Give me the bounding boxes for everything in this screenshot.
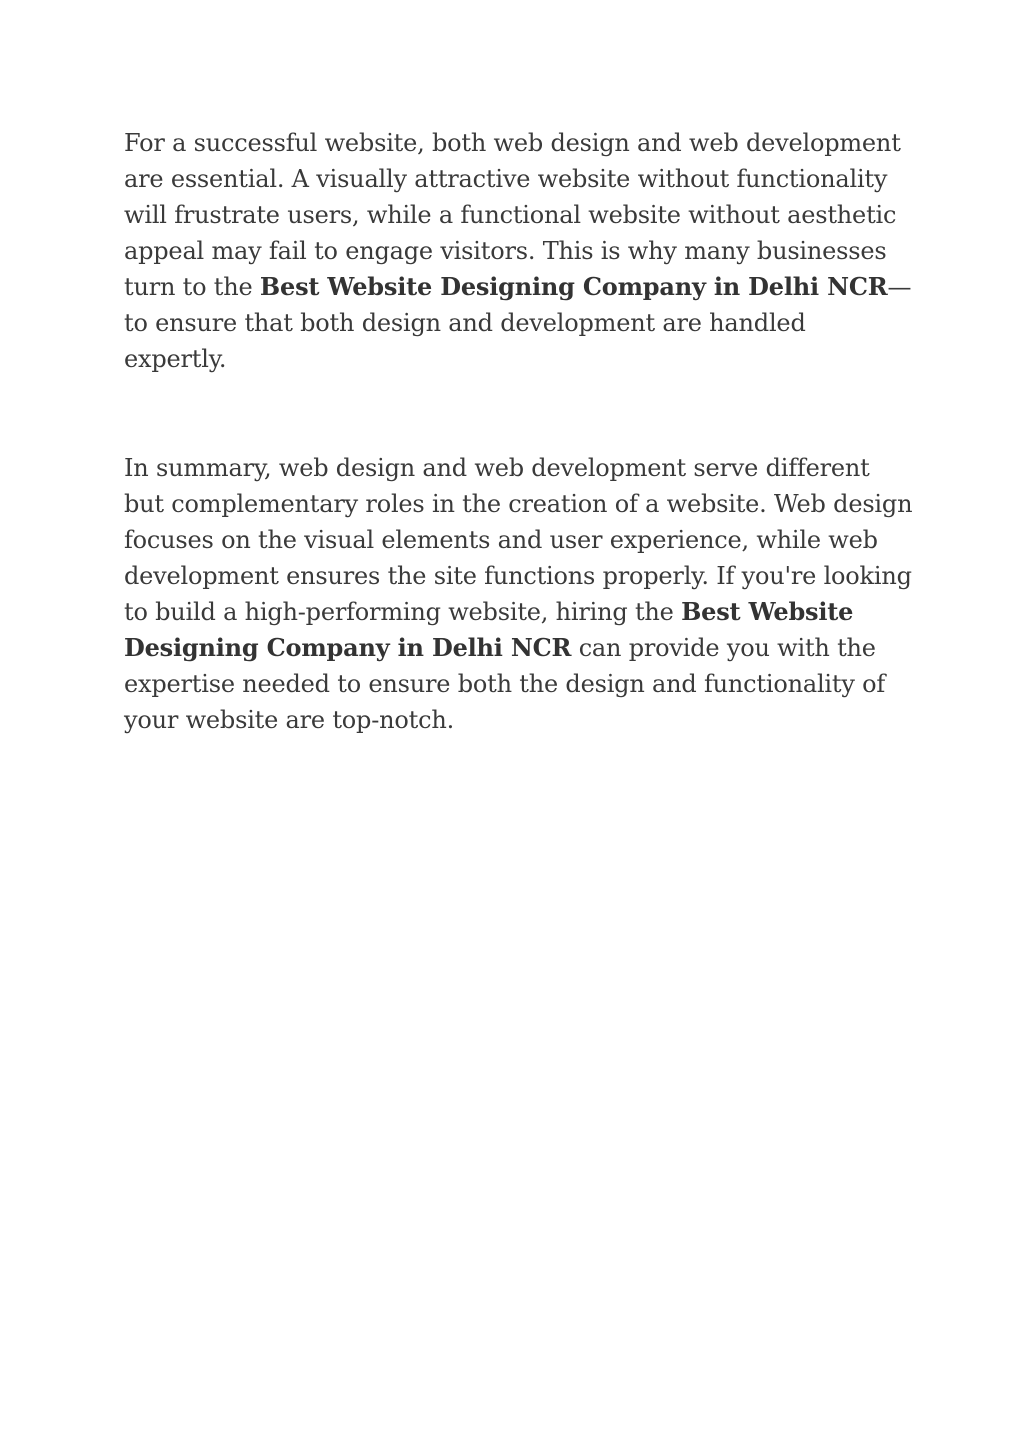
document-body [124,125,914,738]
highlighted-company-name: Best Website Designing Company in Delhi NCR [259,272,888,301]
paragraph-text: can provide you with the expertise needed to ensure both the design and functionality of your website are top-notch. [124,634,886,734]
paragraph-text: —to ensure that both design and development are handled expertly. [124,273,912,373]
paragraph-summary [124,450,914,738]
highlighted-company-name: Best Website Designing Company in Delhi NCR [124,597,854,662]
paragraph-text: In summary, web design and web development serve different but complementary roles in the creation of a website. Web design focuses on the visual elements and user experience, while web development ensures the site functions properly. If you're looking to build a high-performing website, hiring the [124,454,913,626]
paragraph-design-and-development [124,125,914,377]
paragraph-text: For a successful website, both web design and web development are essential. A visually attractive website without functionality will frustrate users, while a functional website without aesthetic appeal may fail to engage visitors. This is why many businesses turn to the [124,129,901,301]
